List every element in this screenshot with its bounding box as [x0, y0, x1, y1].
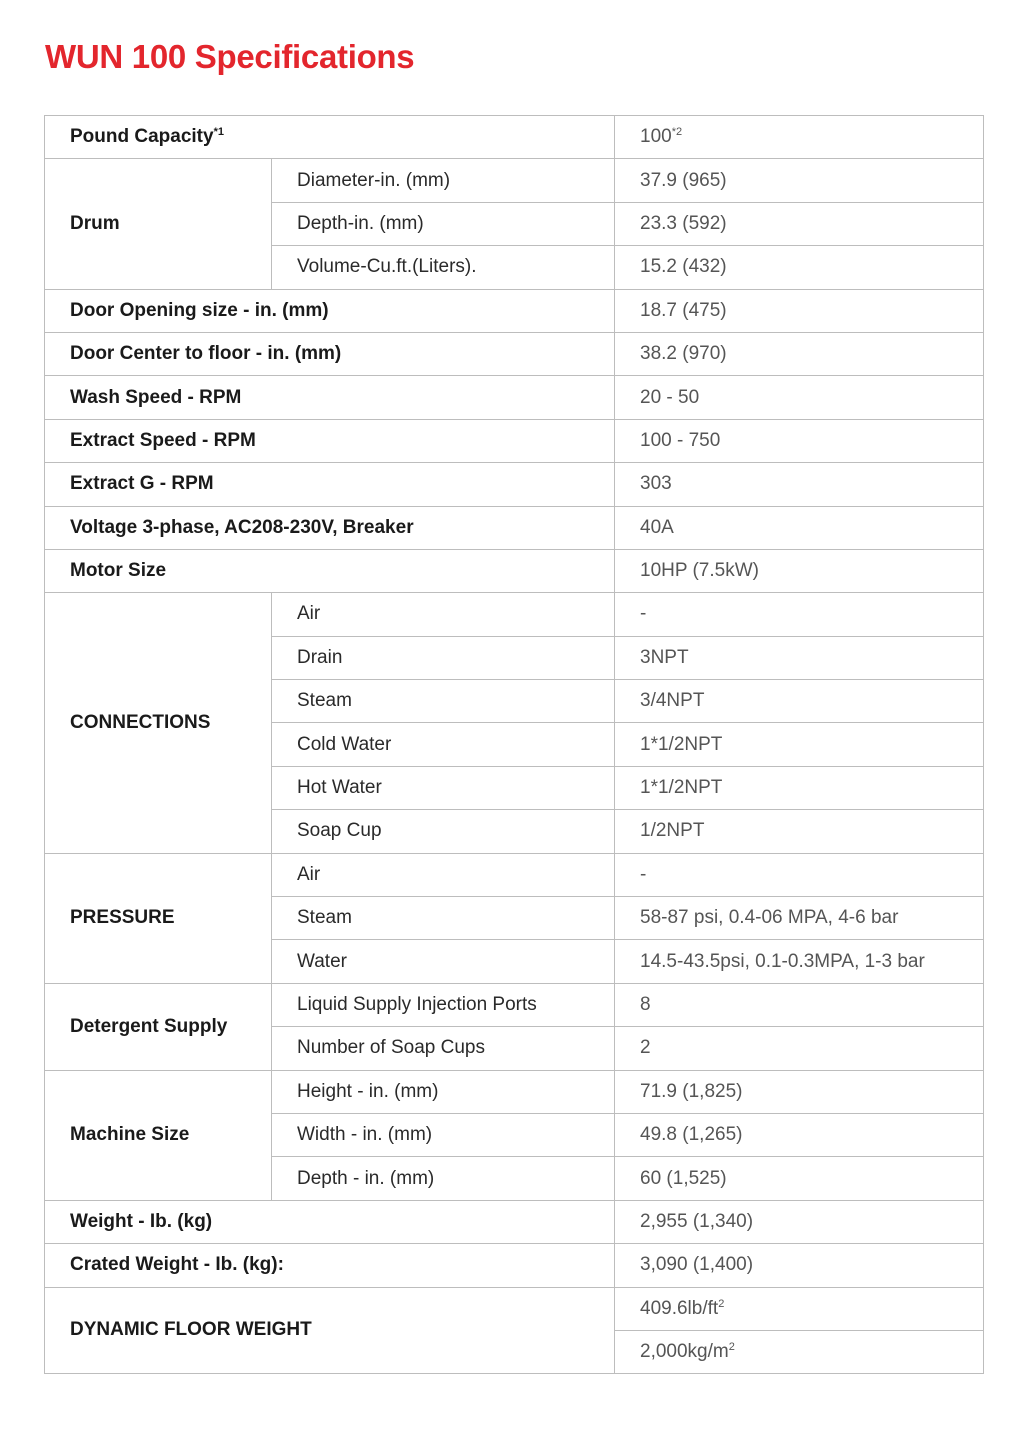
row-value: 20 - 50: [615, 376, 984, 419]
row-value: 2: [615, 1027, 984, 1070]
table-row: [45, 159, 984, 202]
row-value: 303: [615, 463, 984, 506]
table-row: [45, 1244, 984, 1287]
table-row: [45, 506, 984, 549]
row-value: 38.2 (970): [615, 332, 984, 375]
table-row: [45, 289, 984, 332]
group-label: Drum: [45, 159, 272, 289]
table-row: [45, 983, 984, 1026]
row-label: Voltage 3-phase, AC208-230V, Breaker: [45, 506, 615, 549]
sub-label: Volume-Cu.ft.(Liters).: [272, 246, 615, 289]
group-label: CONNECTIONS: [45, 593, 272, 853]
table-row: [45, 376, 984, 419]
footnote-mark: *2: [671, 126, 683, 139]
row-label: Motor Size: [45, 549, 615, 592]
row-value: 49.8 (1,265): [615, 1113, 984, 1156]
sub-label: Water: [272, 940, 615, 983]
row-value: 18.7 (475): [615, 289, 984, 332]
sub-label: Steam: [272, 680, 615, 723]
row-value: 1*1/2NPT: [615, 766, 984, 809]
table-row: [45, 853, 984, 896]
table-row: [45, 419, 984, 462]
superscript: 2: [728, 1341, 735, 1354]
row-value: 60 (1,525): [615, 1157, 984, 1200]
row-value: 37.9 (965): [615, 159, 984, 202]
row-value: 3,090 (1,400): [615, 1244, 984, 1287]
row-value: 100 - 750: [615, 419, 984, 462]
table-row: [45, 1070, 984, 1113]
row-value: 40A: [615, 506, 984, 549]
sub-label: Cold Water: [272, 723, 615, 766]
row-label: Door Opening size - in. (mm): [45, 289, 615, 332]
row-value: 1/2NPT: [615, 810, 984, 853]
superscript: 2: [718, 1297, 725, 1310]
row-value: 3/4NPT: [615, 680, 984, 723]
group-label: DYNAMIC FLOOR WEIGHT: [45, 1287, 615, 1374]
group-label: PRESSURE: [45, 853, 272, 983]
sub-label: Liquid Supply Injection Ports: [272, 983, 615, 1026]
sub-label: Drain: [272, 636, 615, 679]
row-label: Crated Weight - Ib. (kg):: [45, 1244, 615, 1287]
row-value: -: [615, 593, 984, 636]
table-row: [45, 593, 984, 636]
row-value: 100$^{*2}$: [615, 116, 984, 159]
row-value: 8: [615, 983, 984, 1026]
row-value: 3NPT: [615, 636, 984, 679]
sub-label: Air: [272, 853, 615, 896]
sub-label: Steam: [272, 897, 615, 940]
group-label: Detergent Supply: [45, 983, 272, 1070]
table-row: [45, 116, 984, 159]
table-row: [45, 549, 984, 592]
row-value: 14.5-43.5psi, 0.1-0.3MPA, 1-3 bar: [615, 940, 984, 983]
sub-label: Diameter-in. (mm): [272, 159, 615, 202]
sub-label: Soap Cup: [272, 810, 615, 853]
row-label: Wash Speed - RPM: [45, 376, 615, 419]
row-value: $409.6lb/ft^2$: [615, 1287, 984, 1330]
row-value: 23.3 (592): [615, 202, 984, 245]
row-label: Weight - Ib. (kg): [45, 1200, 615, 1243]
sub-label: Height - in. (mm): [272, 1070, 615, 1113]
row-value: 2,955 (1,340): [615, 1200, 984, 1243]
row-value: -: [615, 853, 984, 896]
sub-label: Air: [272, 593, 615, 636]
row-value: 58-87 psi, 0.4-06 MPA, 4-6 bar: [615, 897, 984, 940]
row-label: Door Center to floor - in. (mm): [45, 332, 615, 375]
footnote-mark: *1: [213, 126, 224, 139]
sub-label: Number of Soap Cups: [272, 1027, 615, 1070]
row-value: 15.2 (432): [615, 246, 984, 289]
sub-label: Depth - in. (mm): [272, 1157, 615, 1200]
specifications-table: [44, 115, 984, 1374]
table-row: [45, 1287, 984, 1330]
group-label: Machine Size: [45, 1070, 272, 1200]
page-title: WUN 100 Specifications: [45, 38, 415, 75]
table-row: [45, 332, 984, 375]
row-label: Pound Capacity$^{*1}$: [45, 116, 615, 159]
row-label: Extract Speed - RPM: [45, 419, 615, 462]
row-value: 71.9 (1,825): [615, 1070, 984, 1113]
table-row: [45, 1200, 984, 1243]
sub-label: Width - in. (mm): [272, 1113, 615, 1156]
table-row: [45, 463, 984, 506]
sub-label: Hot Water: [272, 766, 615, 809]
row-label: Extract G - RPM: [45, 463, 615, 506]
row-value: 10HP (7.5kW): [615, 549, 984, 592]
row-value: 1*1/2NPT: [615, 723, 984, 766]
row-value: $2,000kg/m^2$: [615, 1330, 984, 1373]
sub-label: Depth-in. (mm): [272, 202, 615, 245]
